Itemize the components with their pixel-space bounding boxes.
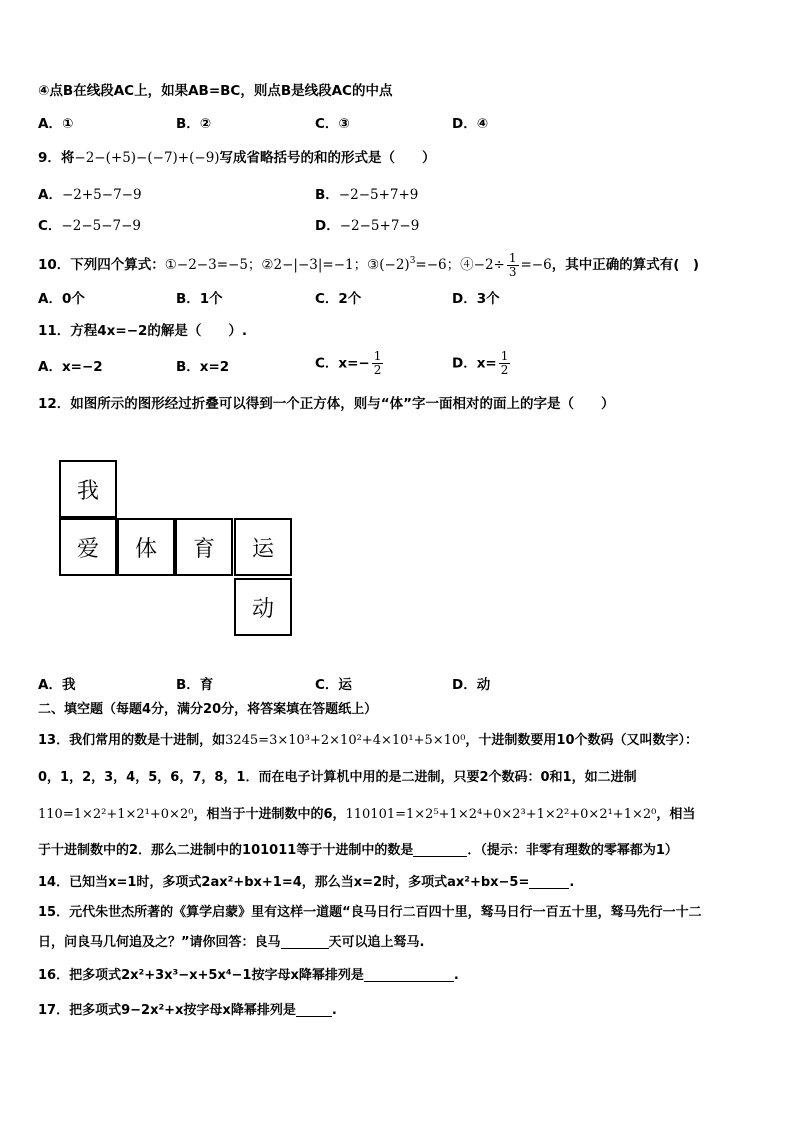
q14-answer-blank[interactable] <box>529 874 569 889</box>
q11-option-c-numerator: 1 <box>373 349 382 363</box>
q10-expr-1: ①−2−3=−5； <box>164 257 262 273</box>
cube-face-ti: 体 <box>117 518 175 576</box>
q10-expr-3-exponent: 3 <box>409 256 416 266</box>
q16-stem <box>38 967 459 985</box>
q11-option-d-denominator: 2 <box>500 363 509 377</box>
q11-option-d-label: D．x= <box>452 355 497 372</box>
q8-option-d[interactable]: D．④ <box>452 116 489 132</box>
q13-line-1 <box>38 732 698 750</box>
q11-option-c[interactable] <box>315 350 385 377</box>
q9-option-b[interactable] <box>315 186 418 204</box>
q11-option-c-fraction <box>372 350 384 377</box>
q9-option-a[interactable] <box>38 186 142 204</box>
q9-option-a-expr: −2+5−7−9 <box>61 187 142 203</box>
q17-text: 17．把多项式9−2x²+x按字母x降幂排列是 <box>38 1003 296 1018</box>
q10-option-d[interactable]: D．3个 <box>452 291 500 307</box>
q10-stem <box>38 252 699 279</box>
q10-fraction-denominator: 3 <box>508 265 517 279</box>
q9-option-b-label: B． <box>315 187 339 203</box>
q14-end: . <box>569 875 575 890</box>
q8-option-c[interactable]: C．③ <box>315 116 350 132</box>
q10-option-b[interactable]: B．1个 <box>176 291 223 307</box>
q12-option-d[interactable]: D．动 <box>452 677 491 693</box>
q13-line-2: 0，1，2，3，4，5，6，7，8，1．而在电子计算机中用的是二进制，只要2个数码：0和1，如二进制 <box>38 770 637 785</box>
q9-option-d-expr: −2−5+7−9 <box>339 218 420 234</box>
section-2-heading: 二、填空题（每题4分，满分20分，将答案填在答题纸上） <box>38 702 378 717</box>
q9-option-d-label: D． <box>315 218 340 234</box>
cube-face-wo: 我 <box>59 460 117 518</box>
q11-option-c-denominator: 2 <box>373 363 382 377</box>
q13-line-4-start: 于十进制数中的2．那么二进制中的101011等于十进制中的数是 <box>38 843 414 858</box>
q13-line-3-middle: ，相当于十进制数中的6， <box>193 807 346 822</box>
q10-option-a[interactable]: A．0个 <box>38 291 85 307</box>
q13-answer-blank[interactable] <box>413 842 467 857</box>
q11-option-b[interactable]: B．x=2 <box>176 359 230 375</box>
q9-prefix: 9．将 <box>38 150 75 166</box>
q15-answer-blank[interactable] <box>281 934 329 949</box>
q17-end: . <box>331 1003 337 1018</box>
q10-option-c[interactable]: C．2个 <box>315 291 362 307</box>
q11-option-d-numerator: 1 <box>500 349 509 363</box>
q10-expr-3 <box>367 257 460 273</box>
q16-text: 16．把多项式2x²+3x³−x+5x⁴−1按字母x降幂排列是 <box>38 968 364 983</box>
q10-expr-3-base: ③(−2) <box>367 257 410 273</box>
q10-fraction <box>507 252 519 279</box>
q10-suffix: ，其中正确的算式有( ) <box>551 257 700 273</box>
q12-option-c[interactable]: C．运 <box>315 677 352 693</box>
q8-option-b[interactable]: B．② <box>176 116 212 132</box>
q8-statement-4: ④点B在线段AC上，如果AB=BC，则点B是线段AC的中点 <box>38 83 393 99</box>
q13-line-1-start: 13．我们常用的数是十进制，如 <box>38 733 226 748</box>
q14-stem <box>38 874 574 892</box>
q15-line-2-end: 天可以追上驽马. <box>328 935 425 950</box>
q10-expr-4-start: ④−2÷ <box>460 257 505 273</box>
q9-option-c-expr: −2−5−7−9 <box>61 218 142 234</box>
q10-expr-4 <box>460 251 552 279</box>
q13-line-3 <box>38 806 695 824</box>
q10-expr-2: ②2−|−3|=−1； <box>261 257 368 273</box>
q9-option-d[interactable] <box>315 217 419 235</box>
q16-end: . <box>453 968 459 983</box>
q10-expr-4-end: =−6 <box>520 257 552 273</box>
q11-option-d-fraction <box>499 350 511 377</box>
q13-line-4 <box>38 842 678 860</box>
q11-option-c-label: C．x=− <box>315 355 370 372</box>
q13-binary-example-1: 110=1×2²+1×2¹+0×2⁰ <box>38 807 194 822</box>
q9-option-c-label: C． <box>38 218 62 234</box>
q12-option-b[interactable]: B．育 <box>176 677 214 693</box>
cube-face-yun: 运 <box>234 518 292 576</box>
q9-option-c[interactable] <box>38 217 141 235</box>
q13-decimal-example: 3245=3×10³+2×10²+4×10¹+5×10⁰ <box>225 733 466 748</box>
q9-option-b-expr: −2−5+7+9 <box>338 187 419 203</box>
q9-stem <box>38 149 436 167</box>
q9-expression: −2−(+5)−(−7)+(−9) <box>74 150 220 166</box>
q11-stem: 11．方程4x=−2的解是（ ）. <box>38 323 248 339</box>
q15-line-2 <box>38 934 425 952</box>
q13-binary-example-2: 110101=1×2⁵+1×2⁴+0×2³+1×2²+0×2¹+1×2⁰ <box>345 807 657 822</box>
q12-stem: 12．如图所示的图形经过折叠可以得到一个正方体，则与“体”字一面相对的面上的字是（ ） <box>38 396 615 412</box>
q9-suffix: 写成省略括号的和的形式是（ ） <box>219 150 436 166</box>
q13-line-3-end: ，相当 <box>656 807 696 822</box>
cube-face-yu: 育 <box>175 518 233 576</box>
q16-answer-blank[interactable] <box>364 967 454 982</box>
q13-line-1-end: ，十进制数要用10个数码（又叫数字）： <box>465 733 699 748</box>
q17-stem <box>38 1002 337 1020</box>
q11-option-a[interactable]: A．x=−2 <box>38 359 103 375</box>
q15-line-2-start: 日，问良马几何追及之？”请你回答：良马 <box>38 935 281 950</box>
q12-option-a[interactable]: A．我 <box>38 677 76 693</box>
q17-answer-blank[interactable] <box>296 1002 332 1017</box>
q10-fraction-numerator: 1 <box>508 251 517 265</box>
cube-face-dong: 动 <box>234 578 292 636</box>
q13-hint: ．（提示：非零有理数的零幂都为1） <box>467 843 678 858</box>
q10-prefix: 10．下列四个算式： <box>38 257 165 273</box>
q11-option-d[interactable] <box>452 350 512 377</box>
q10-expr-3-rest: =−6； <box>415 257 461 273</box>
q15-line-1: 15．元代朱世杰所著的《算学启蒙》里有这样一道题“良马日行二百四十里，驽马日行一百五十里，驽马先行一十二 <box>38 905 702 920</box>
q14-text: 14．已知当x=1时，多项式2ax²+bx+1=4，那么当x=2时，多项式ax²+bx−5= <box>38 875 530 890</box>
q8-option-a[interactable]: A．① <box>38 116 74 132</box>
q9-option-a-label: A． <box>38 187 62 203</box>
cube-face-ai: 爱 <box>59 518 117 576</box>
